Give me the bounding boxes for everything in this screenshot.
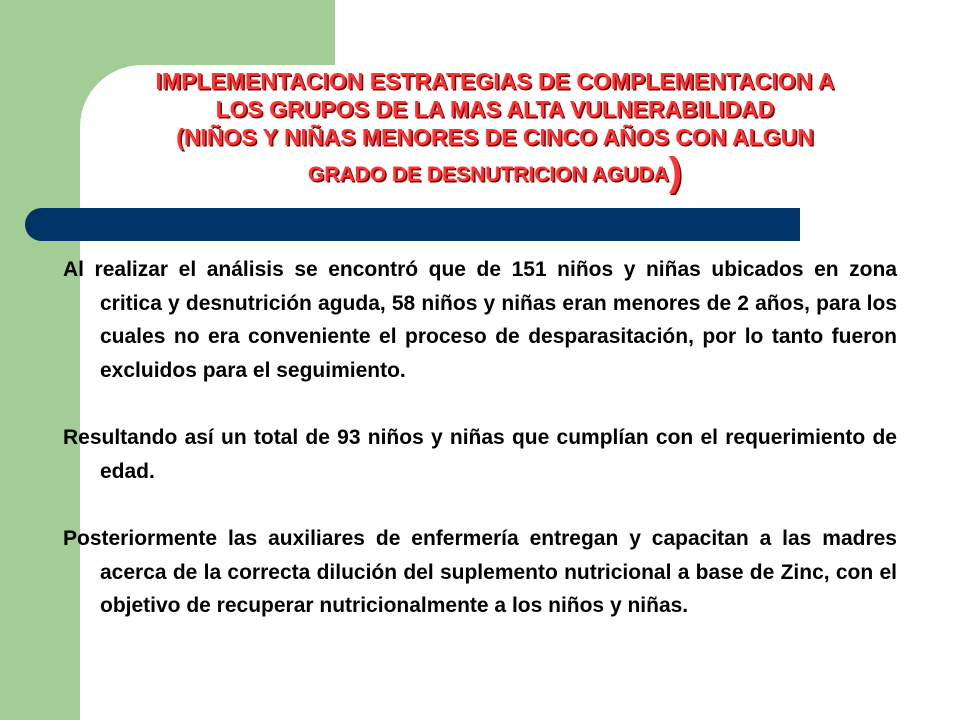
title-line-1: IMPLEMENTACION ESTRATEGIAS DE COMPLEMENTACION A [155,68,835,94]
title-line-4 [95,150,895,194]
title-line-2: LOS GRUPOS DE LA MAS ALTA VULNERABILIDAD [215,96,775,122]
slide-title [95,67,895,194]
slide-body [63,253,897,623]
title-divider-bar [25,208,800,241]
title-closing-paren: ) [668,150,683,194]
title-line-3: (NIÑOS Y NIÑAS MENORES DE CINCO AÑOS CON ALGUN [176,124,814,150]
body-paragraph-followup: Posteriormente las auxiliares de enfermería entregan y capacitan a las madres acerca de la correcta dilución del suplemento nutricional a base de Zinc, con el objetivo de recuperar nutricionalmente a los niños y niñas. [63,527,897,617]
title-line-4-text: GRADO DE DESNUTRICION AGUDA [307,163,669,186]
body-paragraph-result: Resultando así un total de 93 niños y niñas que cumplían con el requerimiento de edad. [63,426,897,483]
body-paragraph-analysis: Al realizar el análisis se encontró que de 151 niños y niñas ubicados en zona critica y desnutrición aguda, 58 niños y niñas eran menores de 2 años, para los cuales no era conveniente el proceso de desparasitación, por lo tanto fueron excluidos para el seguimiento. [63,258,897,382]
